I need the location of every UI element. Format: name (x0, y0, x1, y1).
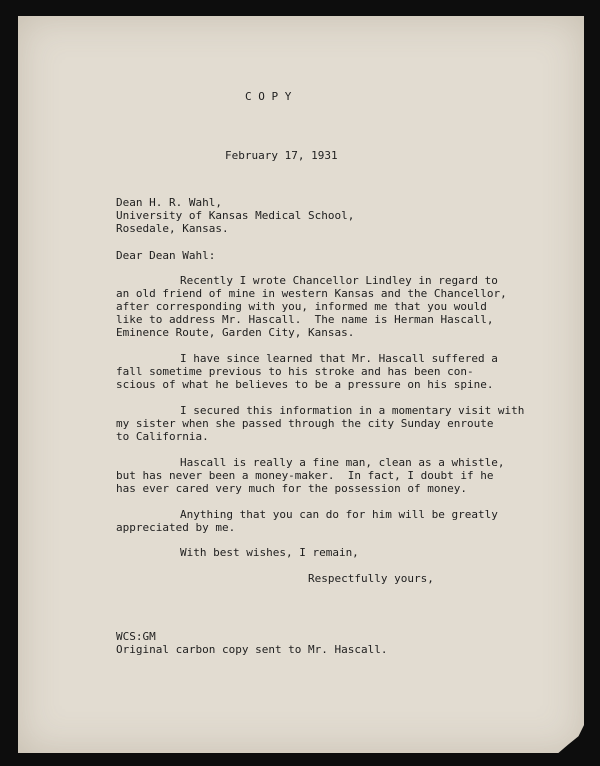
paragraph-line: Hascall is really a fine man, clean as a whistle, (180, 456, 505, 469)
paragraph-line: an old friend of mine in western Kansas and the Chancellor, (116, 287, 507, 300)
address-line: University of Kansas Medical School, (116, 209, 355, 222)
letter-page (18, 16, 584, 753)
paragraph-line: Recently I wrote Chancellor Lindley in regard to (180, 274, 498, 287)
copy-heading: C O P Y (245, 90, 292, 103)
carbon-copy-note: Original carbon copy sent to Mr. Hascall. (116, 643, 388, 656)
paragraph-line: but has never been a money-maker. In fact, I doubt if he (116, 469, 494, 482)
typist-initials: WCS:GM (116, 630, 156, 643)
paragraph-line: I have since learned that Mr. Hascall suffered a (180, 352, 498, 365)
paragraph-line: like to address Mr. Hascall. The name is Herman Hascall, (116, 313, 494, 326)
paragraph-line: Eminence Route, Garden City, Kansas. (116, 326, 355, 339)
paragraph-line: after corresponding with you, informed me that you would (116, 300, 487, 313)
paragraph-line: has ever cared very much for the possession of money. (116, 482, 467, 495)
paragraph-line: fall sometime previous to his stroke and has been con- (116, 365, 474, 378)
address-line: Rosedale, Kansas. (116, 222, 229, 235)
paragraph-line: to California. (116, 430, 209, 443)
closing-line: With best wishes, I remain, (180, 546, 359, 559)
signoff-line: Respectfully yours, (308, 572, 434, 585)
address-line: Dean H. R. Wahl, (116, 196, 222, 209)
paragraph-line: my sister when she passed through the city Sunday enroute (116, 417, 494, 430)
salutation: Dear Dean Wahl: (116, 249, 216, 262)
paragraph-line: Anything that you can do for him will be greatly (180, 508, 498, 521)
paragraph-line: appreciated by me. (116, 521, 236, 534)
letter-date: February 17, 1931 (225, 149, 338, 162)
paragraph-line: scious of what he believes to be a pressure on his spine. (116, 378, 494, 391)
paragraph-line: I secured this information in a momentary visit with (180, 404, 525, 417)
